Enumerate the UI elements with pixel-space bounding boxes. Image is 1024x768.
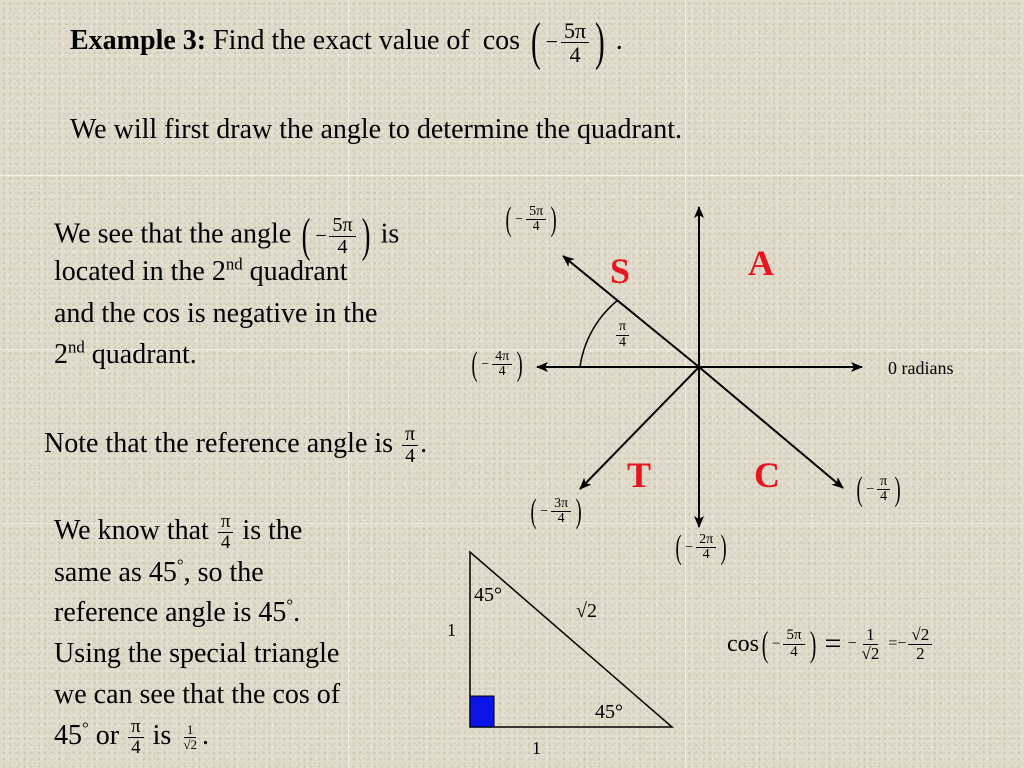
- para2-line3: reference angle is 45°.: [54, 595, 301, 628]
- triangle-bottom-angle: 45°: [595, 701, 623, 723]
- quadrant-c: C: [754, 455, 780, 495]
- example-title: Example 3: Find the exact value of cos ( − $\frac{5\pi}{4}$ ) .: [70, 13, 623, 71]
- title-text: Find the exact value of: [213, 24, 470, 56]
- quadrant-a: A: [748, 243, 774, 283]
- para1-line1: We see that the angle ( − $\frac{5\pi}{4}$ ) is: [54, 209, 400, 262]
- result-equation: cos ( − $\frac{5\pi}{4}$ ) = − $\frac{1}{√2}$ = − $\frac{√2}{2}$: [727, 626, 934, 663]
- label-neg-pi-4: ( − $\frac{\pi}{4}$ ): [856, 471, 901, 508]
- label-neg-3pi-4: ( − $\frac{3\pi}{4}$ ): [530, 493, 582, 530]
- title-fraction: ( − $\frac{5\pi}{4}$ ): [530, 13, 605, 71]
- para1-fraction: ( − $\frac{5\pi}{4}$ ): [301, 209, 370, 262]
- reference-angle-arc: [580, 300, 618, 367]
- intro-text: We will first draw the angle to determine the quadrant.: [70, 114, 682, 145]
- triangle-side-label: 1: [447, 620, 456, 640]
- para2-line1: We know that $\frac{\pi}{4}$ is the: [54, 511, 303, 554]
- zero-radians-label: 0 radians: [888, 358, 954, 378]
- note-text: Note that the reference angle is $\frac{\pi}{4}$ .: [44, 423, 428, 468]
- quadrant-s: S: [610, 251, 631, 291]
- para2-line2: same as 45°, so the: [54, 555, 264, 588]
- triangle-hypotenuse: √2: [576, 600, 597, 622]
- para1-line4: 2nd quadrant.: [54, 337, 197, 370]
- para2-line5: we can see that the cos of: [54, 679, 341, 710]
- label-neg-4pi-4: ( − $\frac{4\pi}{4}$ ): [471, 346, 523, 383]
- para2-line4: Using the special triangle: [54, 638, 340, 669]
- label-neg-5pi-4: ( − $\frac{5\pi}{4}$ ): [505, 201, 557, 238]
- special-triangle: [470, 552, 672, 727]
- arc-fraction: $\frac{\pi}{4}$: [614, 320, 631, 350]
- triangle-top-angle: 45°: [474, 584, 502, 606]
- right-angle-marker: [470, 696, 494, 727]
- para1-line3: and the cos is negative in the: [54, 298, 378, 329]
- example-label: Example 3:: [70, 24, 207, 56]
- title-func: cos: [482, 24, 521, 56]
- label-neg-2pi-4: ( − $\frac{2\pi}{4}$ ): [675, 529, 727, 566]
- quadrant-t: T: [627, 455, 652, 495]
- note-fraction: $\frac{\pi}{4}$: [402, 424, 418, 467]
- triangle-base-label: 1: [532, 738, 541, 758]
- para2-line6: 45° or $\frac{\pi}{4}$ is $\frac{1}{√2}$ .: [54, 716, 209, 759]
- para1-line2: located in the 2nd quadrant: [54, 254, 348, 287]
